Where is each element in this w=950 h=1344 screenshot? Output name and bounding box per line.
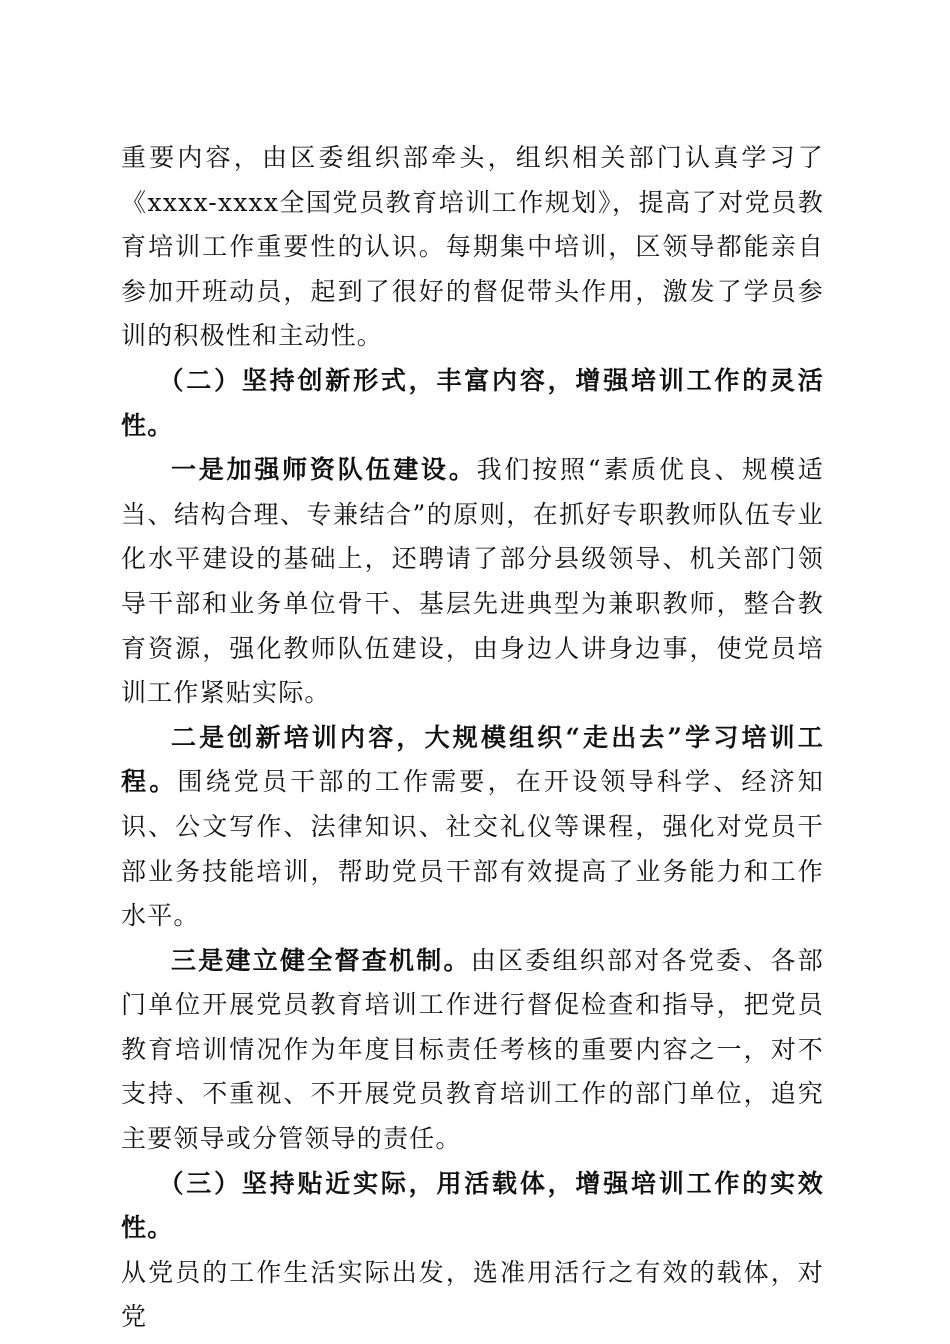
paragraph-text: 重要内容，由区委组织部牵头，组织相关部门认真学习了《xxxx-xxxx全国党员教育培训工作规划》，提高了对党员教育培训工作重要性的认识。每期集中培训，区领导都能亲自参加开班动员，起到了很好的督促带头作用，激发了学员参训的积极性和主动性。 — [121, 143, 824, 351]
paragraph-text: 从党员的工作生活实际出发，选准用活行之有效的载体，对党 — [121, 1257, 824, 1332]
paragraph-lead: 二是创新培训内容，大规模组织“走出去”学习培训工程。 — [121, 722, 824, 797]
section-heading-text: （三）坚持贴近实际，用活载体，增强培训工作的实效性。 — [121, 1168, 824, 1243]
paragraph-teacher-team — [121, 448, 824, 716]
paragraph-lead: 一是加强师资队伍建设。 — [171, 455, 477, 485]
paragraph-text: 由区委组织部对各党委、各部门单位开展党员教育培训工作进行督促检查和指导，把党员教育培训情况作为年度目标责任考核的重要内容之一，对不支持、不重视、不开展党员教育培训工作的部门单位，追究主要领导或分管领导的责任。 — [121, 945, 825, 1154]
section-heading-three — [121, 1162, 824, 1251]
section-heading-two — [121, 359, 824, 448]
paragraph-text: 我们按照“素质优良、规模适当、结构合理、专兼结合”的原则，在抓好专职教师队伍专业化水平建设的基础上，还聘请了部分县级领导、机关部门领导干部和业务单位骨干、基层先进典型为兼职教师，整合教育资源，强化教师队伍建设，由身边人讲身边事，使党员培训工作紧贴实际。 — [121, 455, 825, 708]
document-body — [121, 136, 824, 1340]
paragraph-practical — [121, 1251, 824, 1340]
section-heading-text: （二）坚持创新形式，丰富内容，增强培训工作的灵活性。 — [121, 365, 824, 440]
paragraph-supervision — [121, 939, 824, 1162]
paragraph-text: 围绕党员干部的工作需要，在开设领导科学、经济知识、公文写作、法律知识、社交礼仪等课程，强化对党员干部业务技能培训，帮助党员干部有效提高了业务能力和工作水平。 — [121, 767, 824, 931]
paragraph-training-content — [121, 716, 824, 939]
paragraph-lead: 三是建立健全督查机制。 — [171, 945, 471, 975]
paragraph-continuation — [121, 136, 824, 359]
